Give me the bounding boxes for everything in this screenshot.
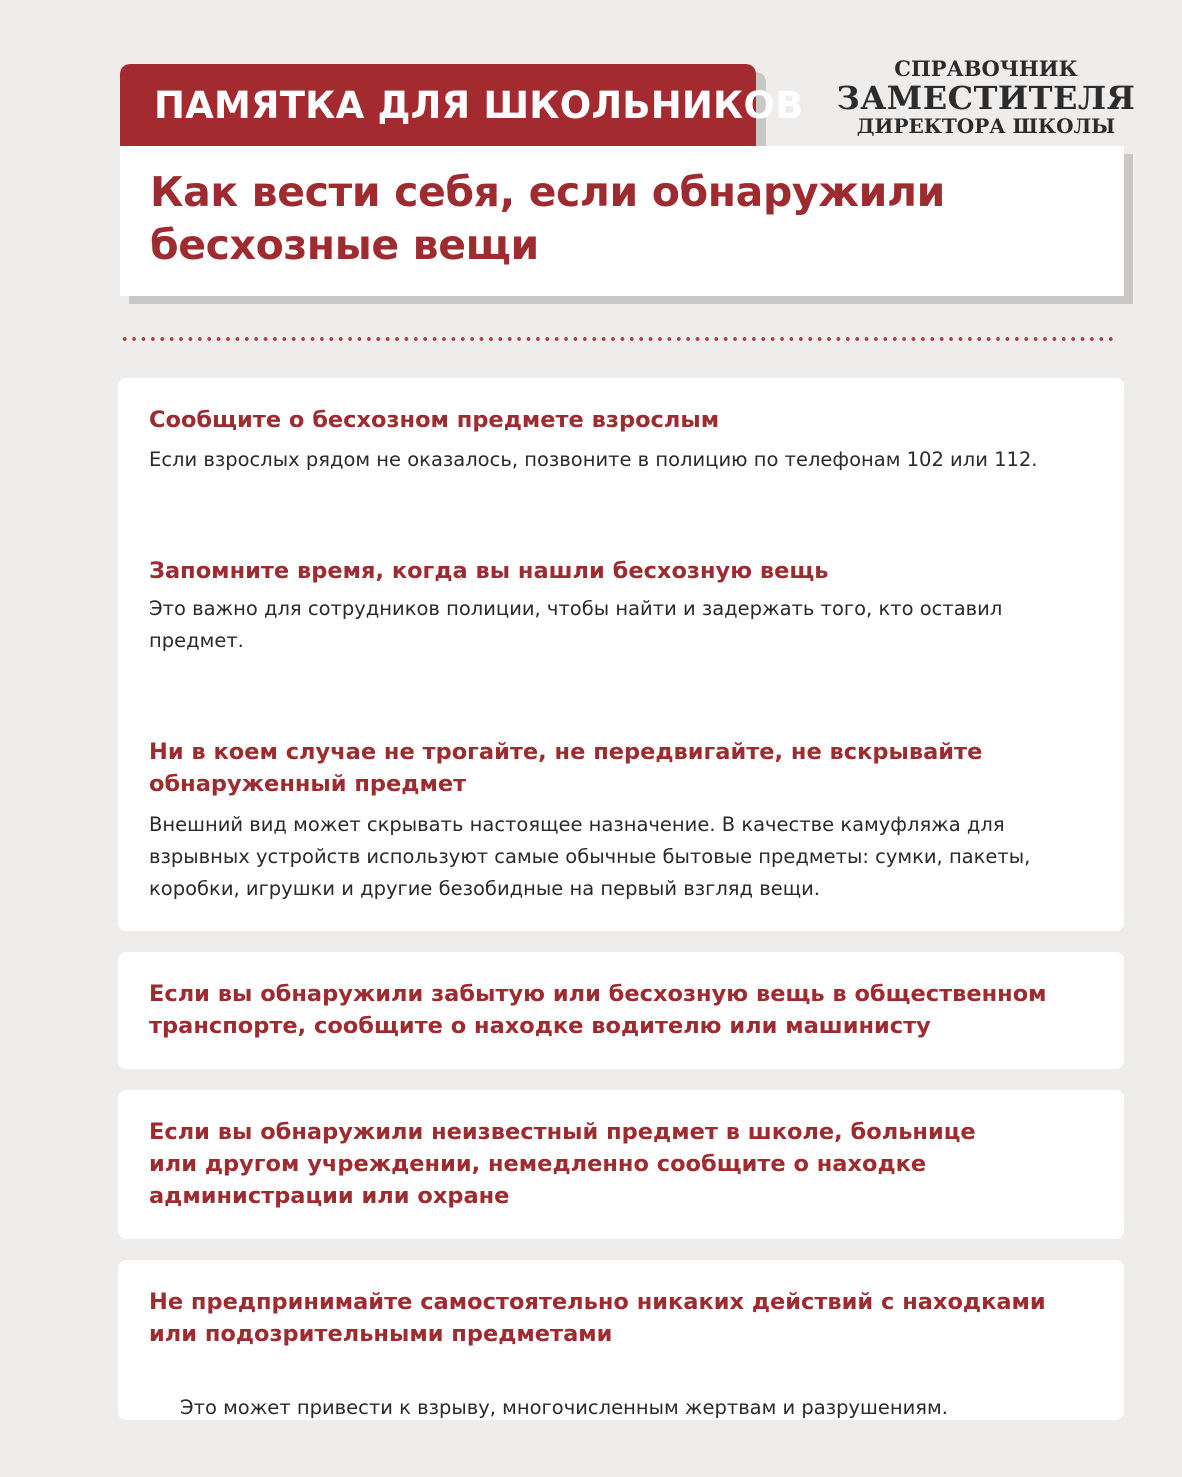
dotted-divider (120, 336, 1118, 342)
tip-heading-line: Если вы обнаружили неизвестный предмет в школе, больнице (149, 1119, 976, 1145)
tip-body (149, 593, 1094, 657)
tip-body-line: Если взрослых рядом не оказалось, позвоните в полицию по телефонам 102 или 112. (149, 448, 1038, 471)
page-title-line-2: бесхозные вещи (150, 221, 539, 269)
tip-heading-line: Запомните время, когда вы нашли бесхозную вещь (149, 558, 829, 584)
page-title-line-1: Как вести себя, если обнаружили (150, 168, 945, 216)
tip-body-line: Внешний вид может скрывать настоящее назначение. В качестве камуфляжа для (149, 813, 1005, 836)
page-title (150, 166, 1124, 272)
tip-heading-line: Ни в коем случае не трогайте, не передвигайте, не вскрывайте (149, 739, 983, 765)
tip-heading-line: Если вы обнаружили забытую или бесхозную вещь в общественном (149, 981, 1047, 1007)
tip-body-line: Это важно для сотрудников полиции, чтобы найти и задержать того, кто оставил (149, 597, 1003, 620)
tip-heading-line: администрации или охране (149, 1183, 510, 1209)
tip-card-do-not-touch (118, 709, 1124, 931)
tip-body (149, 444, 1094, 476)
tip-body (149, 809, 1094, 905)
tip-body-line: коробки, игрушки и другие безобидные на первый взгляд вещи. (149, 877, 820, 900)
tip-body (149, 1360, 1094, 1456)
title-box (120, 146, 1124, 296)
tip-heading-line: транспорте, сообщите о находке водителю или машинисту (149, 1013, 931, 1039)
logo-line-1: СПРАВОЧНИК (894, 56, 1078, 81)
tip-body-line: Это может привести к взрыву, многочисленным жертвам и разрушениям. (173, 1396, 948, 1419)
tip-card-report-adults (118, 378, 1124, 508)
logo-line-2: ЗАМЕСТИТЕЛЯ (836, 79, 1136, 117)
tip-heading (149, 555, 1094, 587)
tip-card-public-transport (118, 952, 1124, 1069)
tip-card-remember-time (118, 528, 1124, 688)
tip-body-line: предмет. (149, 629, 244, 652)
logo-line-3: ДИРЕКТОРА ШКОЛЫ (856, 114, 1116, 138)
tip-heading (149, 1116, 1094, 1212)
tip-body-line: взрывных устройств используют самые обычные бытовые предметы: сумки, пакеты, (149, 845, 1031, 868)
tip-heading-line: обнаруженный предмет (149, 771, 467, 797)
publisher-logo (826, 56, 1146, 138)
tip-heading (149, 404, 1094, 436)
tip-card-institution (118, 1090, 1124, 1239)
tip-heading (149, 978, 1094, 1042)
tip-heading-line: или другом учреждении, немедленно сообщите о находке (149, 1151, 927, 1177)
tip-heading (149, 1286, 1094, 1350)
tip-heading-line: или подозрительными предметами (149, 1321, 613, 1347)
tip-heading-line: Не предпринимайте самостоятельно никаких действий с находками (149, 1289, 1046, 1315)
banner-label: ПАМЯТКА ДЛЯ ШКОЛЬНИКОВ (154, 83, 804, 127)
tip-card-no-actions (118, 1260, 1124, 1420)
header-banner (120, 64, 804, 146)
tip-heading (149, 736, 1094, 800)
tip-heading-line: Сообщите о бесхозном предмете взрослым (149, 407, 720, 433)
